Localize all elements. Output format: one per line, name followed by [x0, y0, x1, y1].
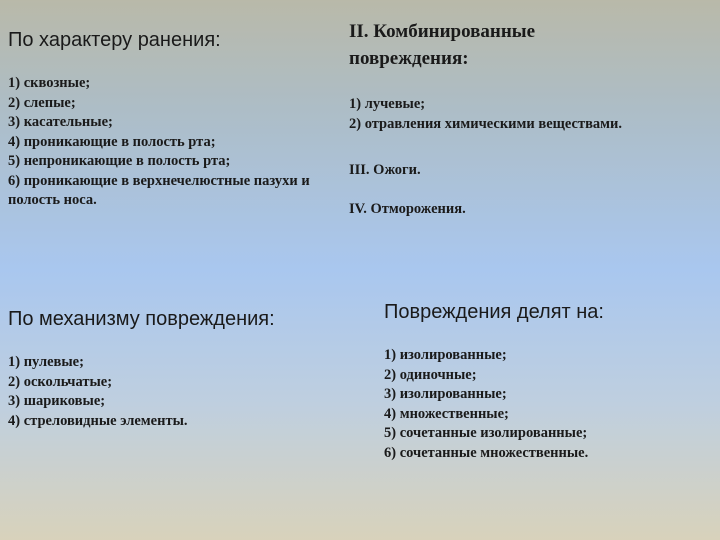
section-title: Повреждения делят на:	[384, 301, 604, 323]
section-injury-division	[384, 299, 714, 463]
section-injury-mechanism	[8, 306, 338, 431]
section-wound-character	[8, 27, 318, 211]
combined-injuries-list	[349, 95, 709, 134]
section-frostbite: IV. Отморожения.	[349, 201, 466, 217]
list-item: 3) шариковые;	[8, 393, 106, 409]
list-item: 5) сочетанные изолированные;	[384, 425, 588, 441]
section-title: По характеру ранения:	[8, 29, 221, 51]
list-item: 2) слепые;	[8, 94, 76, 111]
list-item: 1) изолированные;	[384, 347, 507, 363]
section-title: По механизму повреждения:	[8, 308, 275, 330]
list-item: 2) оскольчатые;	[8, 373, 113, 390]
wound-character-list	[8, 74, 318, 211]
section-title-line2: повреждения:	[349, 48, 469, 69]
list-item: 6) сочетанные множественные.	[384, 444, 589, 461]
list-item: 2) отравления химическими веществами.	[349, 115, 623, 132]
injury-mechanism-list	[8, 353, 338, 431]
list-item: 3) изолированные;	[384, 386, 507, 402]
list-item: 1) сквозные;	[8, 75, 91, 91]
list-item: 4) проникающие в полость рта;	[8, 133, 216, 150]
list-item: 1) пулевые;	[8, 354, 84, 370]
section-burns: III. Ожоги.	[349, 162, 421, 178]
section-combined-injuries	[349, 18, 709, 218]
section-title-line1: II. Комбинированные	[349, 21, 536, 42]
list-item: 1) лучевые;	[349, 96, 426, 112]
list-item: 3) касательные;	[8, 114, 113, 130]
list-item: 4) множественные;	[384, 405, 509, 422]
list-item: 2) одиночные;	[384, 366, 477, 383]
list-item: 5) непроникающие в полость рта;	[8, 153, 231, 169]
injury-division-list	[384, 346, 714, 463]
list-item: 4) стреловидные элементы.	[8, 412, 188, 429]
list-item: 6) проникающие в верхнечелюстные пазухи и полость носа.	[8, 172, 310, 208]
